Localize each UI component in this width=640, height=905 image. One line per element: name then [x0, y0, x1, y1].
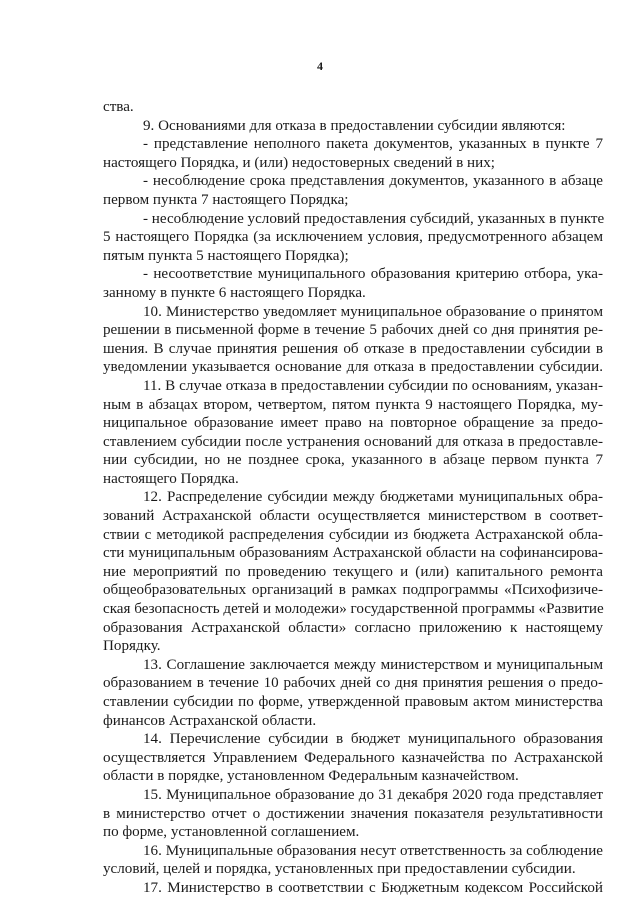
text-line: пятым пункта 5 настоящего Порядка); [103, 247, 349, 264]
text-line: 11. В случае отказа в предоставлении субсидии по основаниям, указан- [143, 377, 603, 394]
text-line: ская безопасность детей и молодежи» государственной программы «Развитие [103, 601, 604, 618]
text-line: 17. Министерство в соответствии с Бюджетным кодексом Российской [143, 879, 603, 896]
text-line: области в порядке, установленном Федеральным казначейством. [103, 768, 519, 785]
page-number: 4 [317, 59, 323, 73]
document-body [103, 98, 603, 898]
text-line: - несоблюдение срока представления документов, указанного в абзаце [143, 173, 603, 190]
text-line: ниципальное образование имеет право на повторное обращение за предо- [103, 415, 603, 432]
text-line: 9. Основаниями для отказа в предоставлении субсидии являются: [143, 117, 566, 134]
text-line: первом пункта 7 настоящего Порядка; [103, 191, 349, 208]
text-line: финансов Астраханской области. [103, 712, 317, 729]
text-line: 12. Распределение субсидии между бюджетами муниципальных обра- [143, 489, 603, 506]
text-line: ние мероприятий по проведению текущего и (или) капитального ремонта [103, 563, 603, 580]
text-line: ства. [103, 99, 134, 115]
text-line: общеобразовательных организаций в рамках подпрограммы «Психофизиче- [103, 582, 603, 599]
text-line: 10. Министерство уведомляет муниципальное образование о принятом [143, 303, 603, 320]
text-line: - представление неполного пакета документов, указанных в пункте 7 [143, 136, 603, 153]
text-line: уведомлении указывается основание для отказа в предоставлении субсидии. [103, 359, 603, 376]
text-line: 14. Перечисление субсидии в бюджет муниципального образования [143, 731, 603, 748]
text-line: - несоблюдение условий предоставления субсидий, указанных в пункте [143, 210, 605, 227]
text-line: настоящего Порядка, и (или) недостоверных сведений в них; [103, 154, 495, 171]
text-line: сти муниципальным образованиям Астраханской области на софинансирова- [103, 545, 603, 562]
text-line: ставлении субсидии по форме, утвержденной правовым актом министерства [103, 694, 603, 710]
text-line: 16. Муниципальные образования несут ответственность за соблюдение [143, 842, 603, 859]
text-line: осуществляется Управлением Федерального казначейства по Астраханской [103, 749, 603, 766]
text-line: зований Астраханской области осуществляется министерством в соответ- [103, 508, 603, 525]
text-line: 5 настоящего Порядка (за исключением условия, предусмотренного абзацем [103, 229, 603, 246]
text-line: Порядку. [103, 638, 161, 655]
text-line: настоящего Порядка. [103, 470, 239, 487]
text-line: образованием в течение 10 рабочих дней со дня принятия решения о предо- [103, 675, 603, 692]
text-line: нии субсидии, но не позднее срока, указанного в абзаце первом пункта 7 [103, 452, 603, 469]
text-line: 15. Муниципальное образование до 31 декабря 2020 года представляет [143, 786, 603, 803]
text-line: шения. В случае принятия решения об отказе в предоставлении субсидии в [103, 340, 603, 357]
text-line: ствии с методикой распределения субсидии из бюджета Астраханской обла- [103, 526, 603, 543]
text-line: 13. Соглашение заключается между министерством и муниципальным [143, 656, 603, 673]
text-line: решении в письменной форме в течение 5 рабочих дней со дня принятия ре- [103, 322, 603, 339]
text-line: в министерство отчет о достижении значения показателя результативности [103, 805, 603, 822]
text-line: ставлением субсидии после устранения оснований для отказа в предоставле- [103, 433, 603, 450]
text-line: образования Астраханской области» согласно приложению к настоящему [103, 619, 603, 636]
text-line: занному в пункте 6 настоящего Порядка. [103, 284, 366, 301]
text-line: ным в абзацах втором, четвертом, пятом пункта 9 настоящего Порядка, му- [103, 396, 603, 413]
text-line: - несоответствие муниципального образования критерию отбора, ука- [143, 266, 603, 283]
text-line: по форме, установленной соглашением. [103, 824, 360, 841]
text-line: условий, целей и порядка, установленных при предоставлении субсидии. [103, 861, 576, 878]
